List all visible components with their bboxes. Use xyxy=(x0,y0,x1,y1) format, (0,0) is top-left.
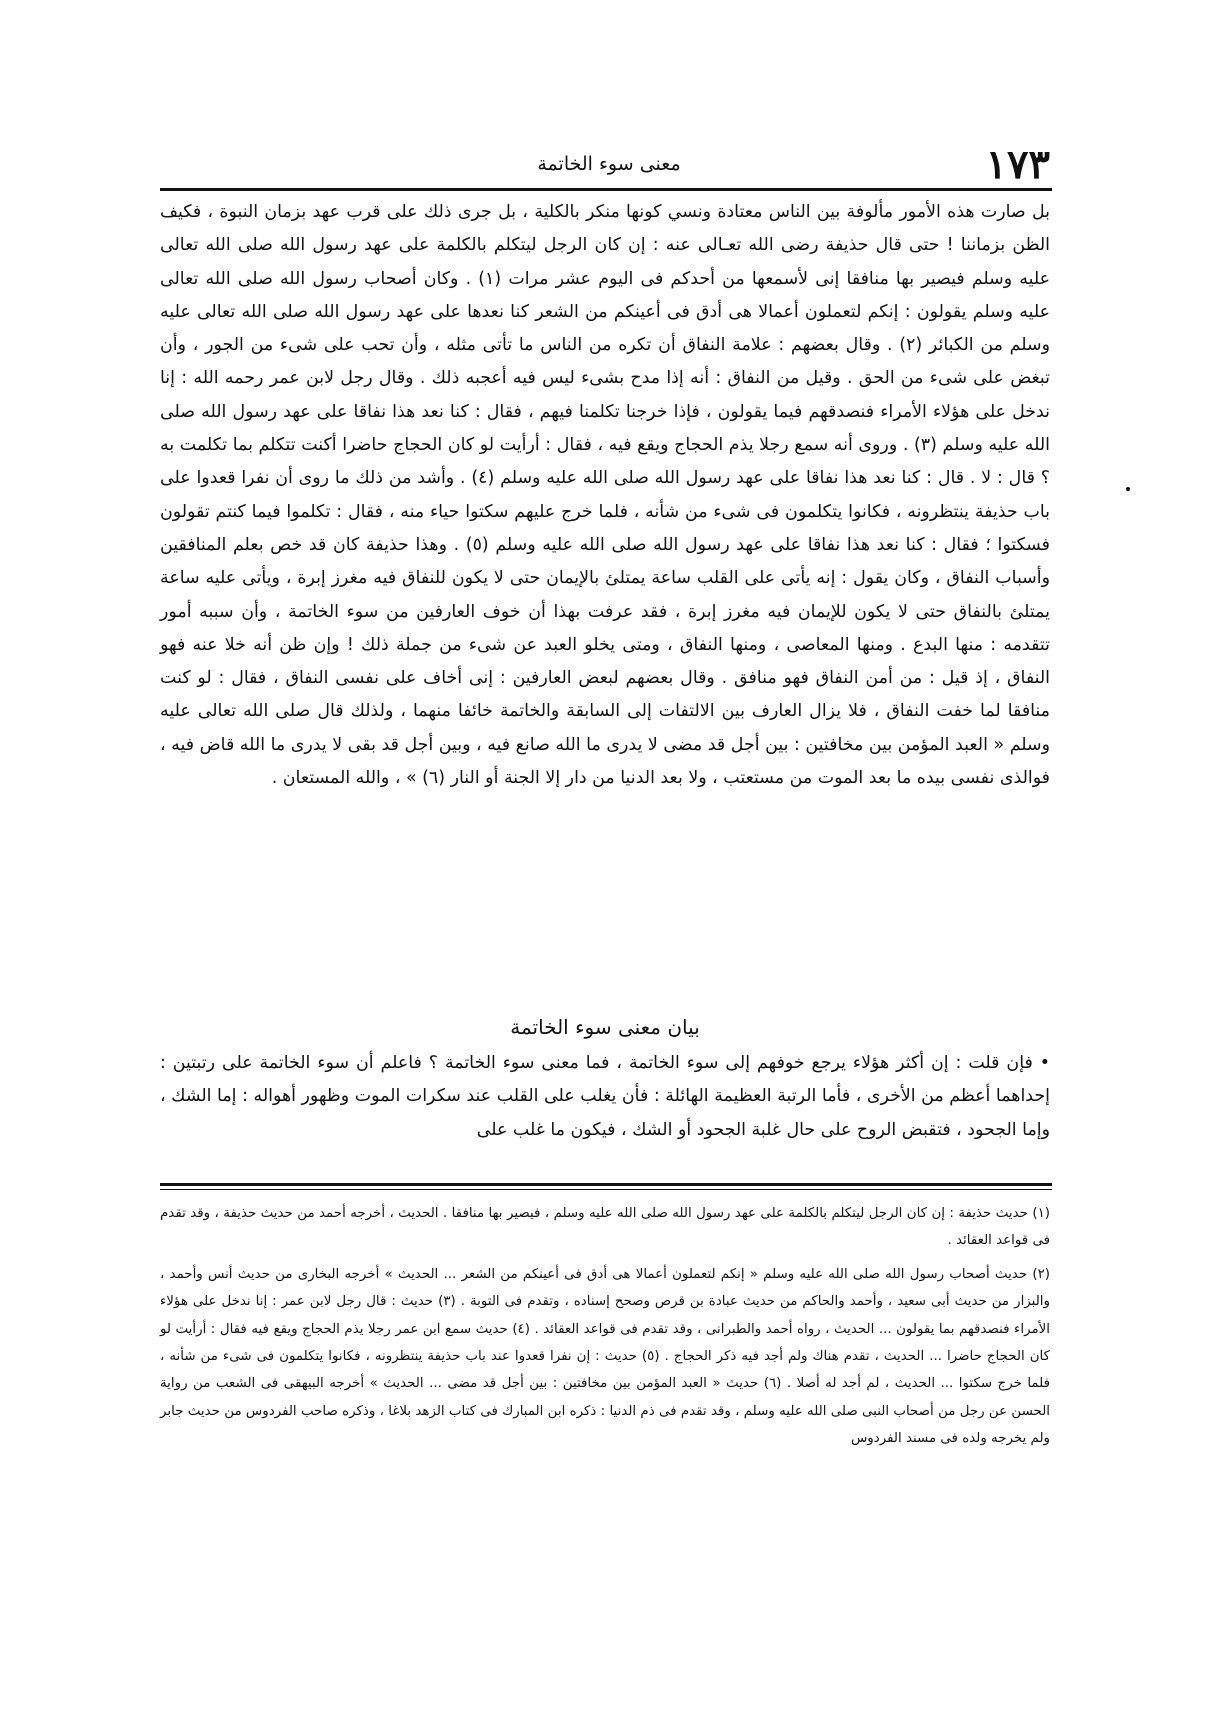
main-text xyxy=(160,196,1050,795)
footnote-rule xyxy=(160,1183,1052,1186)
page-header xyxy=(168,142,1050,192)
footnotes xyxy=(160,1200,1050,1459)
section-paragraph: • فإن قلت : إن أكثر هؤلاء يرجع خوفهم إلى سوء الخاتمة ، فما معنى سوء الخاتمة ؟ فاعلم أن سوء الخاتمة على رتبتين : إحداهما أعظم من الأخرى ، فأما الرتبة العظيمة الهائلة : فأن يغلب على القلب عند سكرات الموت وظهور أهواله : إما الشك ، وإما الجحود ، فتقبض الروح على حال غلبة الجحود أو الشك ، فيكون ما غلب على xyxy=(160,1053,1050,1140)
header-rule xyxy=(160,188,1052,191)
page-number: ١٧٣ xyxy=(985,141,1050,188)
margin-mark xyxy=(1126,487,1130,491)
section-heading: بيان معنى سوء الخاتمة xyxy=(510,1015,700,1039)
footnote-rule-thin xyxy=(160,1189,1052,1190)
footnote-2-6: (٢) حديث أصحاب رسول الله صلى الله عليه وسلم « إنكم لتعملون أعمالا هى أدق فى أعينكم من الشعر ... الحديث » أخرجه البخارى من حديث أنس وأحمد ، والبزار من حديث أبى سعيد ، وأحمد والحاكم من حديث عبادة بن قرص وصحح إسناده ، وتقدم فى التوبة . (٣) حديث : قال رجل لابن عمر : إنا ندخل على هؤلاء الأمراء فنصدقهم بما يقولون ... الحديث ، رواه أحمد والطبرانى ، وقد تقدم فى قواعد العقائد . (٤) حديث سمع ابن عمر رجلا يذم الحجاج ويقع فيه فقال : أرأيت لو كان الحجاج حاضرا ... الحديث ، تقدم هناك ولم أجد فيه ذكر الحجاج . (٥) حديث : إن نفرا قعدوا عند باب حذيفة ينتظرونه ، فكانوا يتكلمون فى شىء من شأنه ، فلما خرج سكتوا ... الحديث ، لم أجد له أصلا . (٦) حديث « العبد المؤمن بين مخافتين : بين أجل قد مضى ... الحديث » أخرجه البيهقى فى الشعب من رواية الحسن عن رجل من أصحاب النبى صلى الله عليه وسلم ، وقد تقدم فى ذم الدنيا : ذكره ابن المبارك فى كتاب الزهد بلاغا ، وذكره صاحب الفردوس من حديث جابر ولم يخرجه ولده فى مسند الفردوس xyxy=(160,1266,1050,1447)
body-paragraph: بل صارت هذه الأمور مألوفة بين الناس معتادة ونسي كونها منكر بالكلية ، بل جرى ذلك على قرب عهد بزمان النبوة ، فكيف الظن بزماننا ! حتى قال حذيفة رضى الله تعـالى عنه : إن كان الرجل ليتكلم بالكلمة على عهد رسول الله صلى الله تعالى عليه وسلم فيصير بها منافقا إنى لأسمعها من أحدكم فى اليوم عشر مرات (١) . وكان أصحاب رسول الله صلى الله تعالى عليه وسلم يقولون : إنكم لتعملون أعمالا هى أدق فى أعينكم من الشعر كنا نعدها على عهد رسول الله صلى الله تعالى عليه وسلم من الكبائر (٢) . وقال بعضهم : علامة النفاق أن تكره من الناس ما تأتى مثله ، وأن تحب على شىء من الجور ، وأن تبغض على شىء من الحق . وقيل من النفاق : أنه إذا مدح بشىء ليس فيه أعجبه ذلك . وقال رجل لابن عمر رحمه الله : إنا ندخل على هؤلاء الأمراء فنصدقهم فيما يقولون ، فإذا خرجنا تكلمنا فيهم ، فقال : كنا نعد هذا نفاقا على عهد رسول الله صلى الله عليه وسلم (٣) . وروى أنه سمع رجلا يذم الحجاج ويقع فيه ، فقال : أرأيت لو كان الحجاج حاضرا أكنت تتكلم بما تكلمت به ؟ قال : لا . قال : كنا نعد هذا نفاقا على عهد رسول الله صلى الله عليه وسلم (٤) . وأشد من ذلك ما روى أن نفرا قعدوا على باب حذيفة ينتظرونه ، فكانوا يتكلمون فى شىء من شأنه ، فلما خرج عليهم سكتوا حياء منه ، فقال : تكلموا فيما كنتم تقولون فسكتوا ؛ فقال : كنا نعد هذا نفاقا على عهد رسول الله صلى الله عليه وسلم (٥) . وهذا حذيفة كان قد خص بعلم المنافقين وأسباب النفاق ، وكان يقول : إنه يأتى على القلب ساعة يمتلئ بالإيمان حتى لا يكون للنفاق فيه مغرز إبرة ، ويأتى عليه ساعة يمتلئ بالنفاق حتى لا يكون للإيمان فيه مغرز إبرة ، فقد عرفت بهذا أن خوف العارفين من سوء الخاتمة ، وأن سببه أمور تتقدمه : منها البدع . ومنها المعاصى ، ومنها النفاق ، ومتى يخلو العبد عن شىء من جملة ذلك ! وإن ظن أنه خلا عنه فهو النفاق ، إذ قيل : من أمن النفاق فهو منافق . وقال بعضهم لبعض العارفين : إنى أخاف على نفسى النفاق ، فقال : لو كنت منافقا لما خفت النفاق ، فلا يزال العارف بين الالتفات إلى السابقة والخاتمة خائفا منهما ، ولذلك قال صلى الله تعالى عليه وسلم « العبد المؤمن بين مخافتين : بين أجل قد مضى لا يدرى ما الله صانع فيه ، وبين أجل قد بقى لا يدرى ما الله قاض فيه ، فوالذى نفسى بيده ما بعد الموت من مستعتب ، ولا بعد الدنيا من دار إلا الجنة أو النار (٦) » ، والله المستعان . xyxy=(160,202,1051,789)
running-title: معنى سوء الخاتمة xyxy=(537,153,681,175)
section-text xyxy=(160,1047,1050,1147)
footnote-1: (١) حديث حذيفة : إن كان الرجل ليتكلم بالكلمة على عهد رسول الله صلى الله عليه وسلم ، فيصير بها منافقا . الحديث ، أخرجه أحمد من حديث حذيفة ، وقد تقدم فى قواعد العقائد . xyxy=(160,1206,1050,1249)
